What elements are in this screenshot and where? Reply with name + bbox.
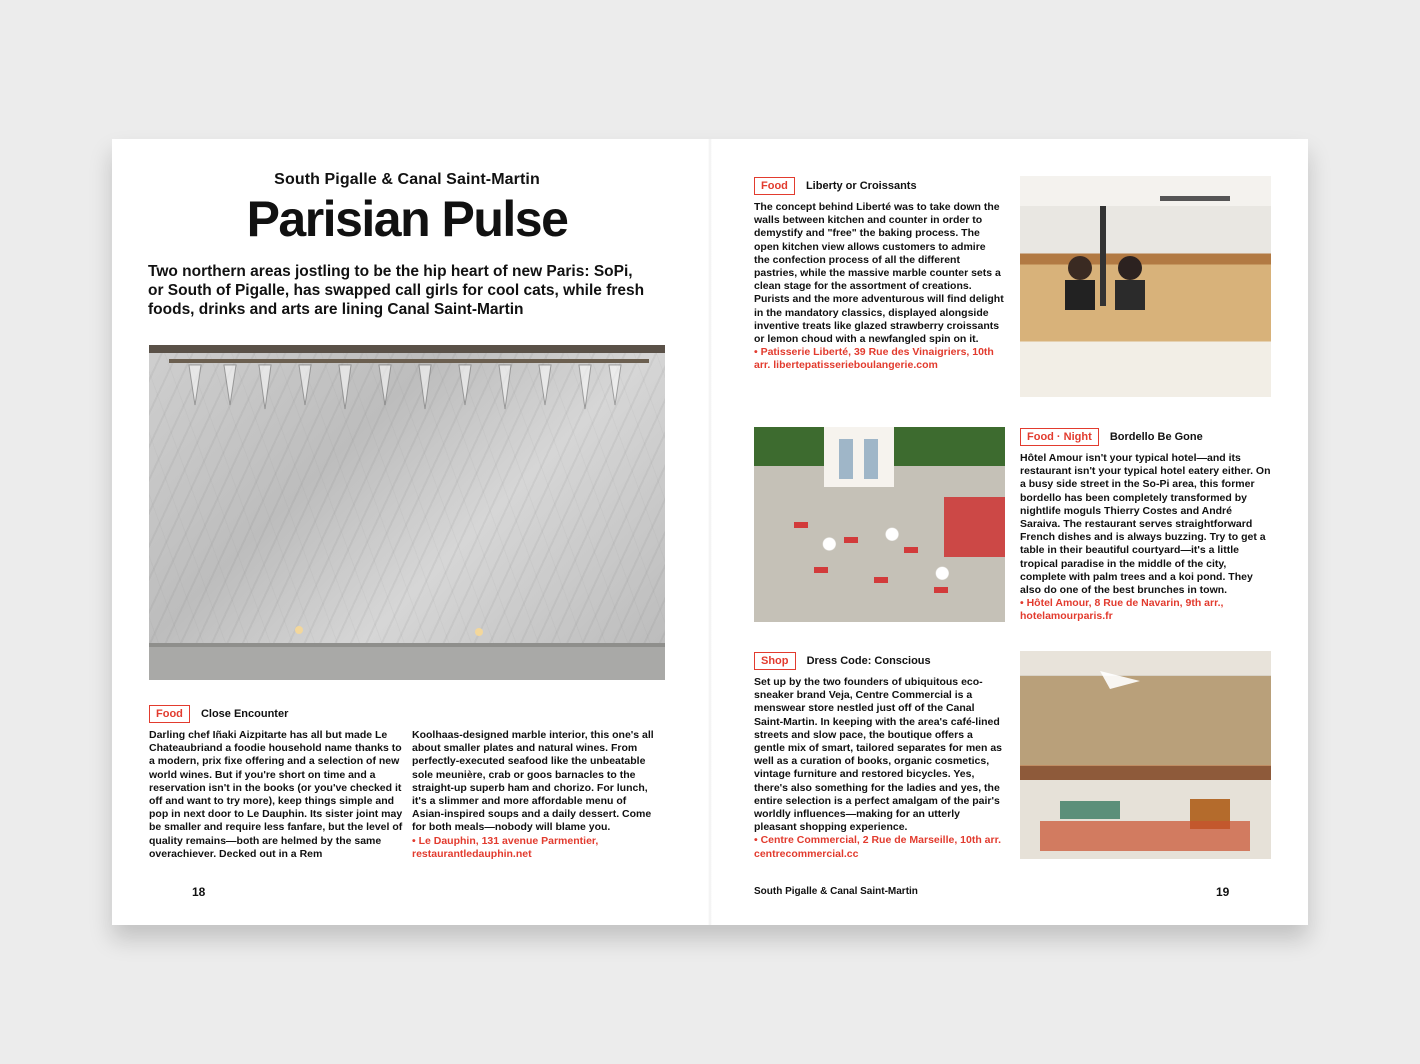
photo-marble-bar <box>149 345 665 680</box>
page-gutter <box>708 139 712 925</box>
page-number-right: 19 <box>1216 885 1230 899</box>
article-header-dress-code <box>754 652 931 670</box>
article-text: Hôtel Amour isn't your typical hotel—and its restaurant isn't your typical hotel eatery either. On a busy side street in the So-Pi area, this former bordello has been completely transformed by nightlife moguls Thierry Costes and André Saraiva. The restaurant serves straightforward French dishes and is always buzzing. Try to get a table in their beautiful courtyard—it's a little tropical paradise in the middle of the city, complete with palm trees and a koi pond. They also do one of the best brunches in town. <box>1020 452 1271 597</box>
photo-store <box>1020 651 1271 859</box>
article-header-close-encounter <box>149 705 288 723</box>
article-header-bordello <box>1020 428 1203 446</box>
category-tag-food: Food <box>149 705 190 723</box>
article-address: • Centre Commercial, 2 Rue de Marseille, 10th arr. centrecommercial.cc <box>754 834 1002 860</box>
bakery-illustration <box>1020 176 1271 397</box>
article-heading: Close Encounter <box>200 708 289 721</box>
article-address: • Patisserie Liberté, 39 Rue des Vinaigriers, 10th arr. libertepatisserieboulangerie.com <box>754 346 994 372</box>
article-heading: Bordello Be Gone <box>1109 431 1203 444</box>
store-illustration <box>1020 651 1271 859</box>
photo-bakery <box>1020 176 1271 397</box>
article-address: • Le Dauphin, 131 avenue Parmentier, restaurantledauphin.net <box>412 834 599 860</box>
page-number-left: 18 <box>192 885 206 899</box>
wine-glasses-illustration <box>149 345 665 680</box>
article-text: The concept behind Liberté was to take down the walls between kitchen and counter in order to demystify and "free" the baking process. The open kitchen view allows customers to admire the confection process of all the different pastries, while the massive marble counter sets a clean stage for the assortment of creations. Purists and the more adventurous will find delight in the mandatory classics, displayed alongside inventive treats like glazed strawberry croissants or lemon choud with a newfangled spin on it. <box>754 201 1004 346</box>
intro-text: Two northern areas jostling to be the hip heart of new Paris: SoPi, or South of Pigalle, has swapped call girls for cool cats, while fresh foods, drinks and arts are lining Canal Saint-Martin <box>148 263 645 318</box>
article-body-bordello <box>1020 452 1274 624</box>
article-header-liberty <box>754 177 917 195</box>
article-body-col1: Darling chef Iñaki Aizpitarte has all but made Le Chateaubriand a foodie household name thanks to a modern, prix fixe offering and a selection of new world wines. But if you're short on time and a reservation isn't in the books (or you've checked it off and want to try more), keep things simple and pop in next door to Le Dauphin. Its sister joint may be smaller and require less fanfare, but the level of quality remains—both are helmed by the same overachiever. Decked out in a Rem <box>149 729 403 860</box>
category-tag-food-night: Food · Night <box>1020 428 1099 446</box>
article-body-col2 <box>412 729 660 861</box>
magazine-spread <box>112 139 1308 925</box>
article-address: • Hôtel Amour, 8 Rue de Navarin, 9th arr., hotelamourparis.fr <box>1020 597 1224 623</box>
article-body-dress-code <box>754 676 1004 861</box>
article-text: Set up by the two founders of ubiquitous eco-sneaker brand Veja, Centre Commercial is a menswear store nestled just off of the Canal Saint-Martin. In keeping with the area's café-lined streets and slow pace, the boutique offers a gentle mix of smart, tailored separates for men as well as a curation of books, organic cosmetics, vintage furniture and restored bicycles. Yes, there's also something for the ladies and yes, the entire selection is a perfect amalgam of the pair's worldly influences—making for an utterly pleasant shopping experience. <box>754 676 1003 834</box>
article-body-liberty <box>754 201 1004 373</box>
running-footer: South Pigalle & Canal Saint-Martin <box>754 886 918 897</box>
category-tag-food: Food <box>754 177 795 195</box>
category-tag-shop: Shop <box>754 652 796 670</box>
article-heading: Dress Code: Conscious <box>806 655 931 668</box>
photo-courtyard <box>754 427 1005 622</box>
courtyard-illustration <box>754 427 1005 622</box>
page-title: Parisian Pulse <box>246 191 568 247</box>
article-body-col2-text: Koolhaas-designed marble interior, this one's all about smaller plates and natural wines. From perfectly-executed seafood like the unbeatable sole meunière, crab or goos barnacles to the straight-up superb ham and chorizo. For lunch, it's a slimmer and more affordable menu of Asian-inspired soups and a daily dessert. Come for both meals—nobody will blame you. <box>412 729 654 834</box>
section-subtitle: South Pigalle & Canal Saint-Martin <box>274 171 540 188</box>
article-heading: Liberty or Croissants <box>805 180 917 193</box>
